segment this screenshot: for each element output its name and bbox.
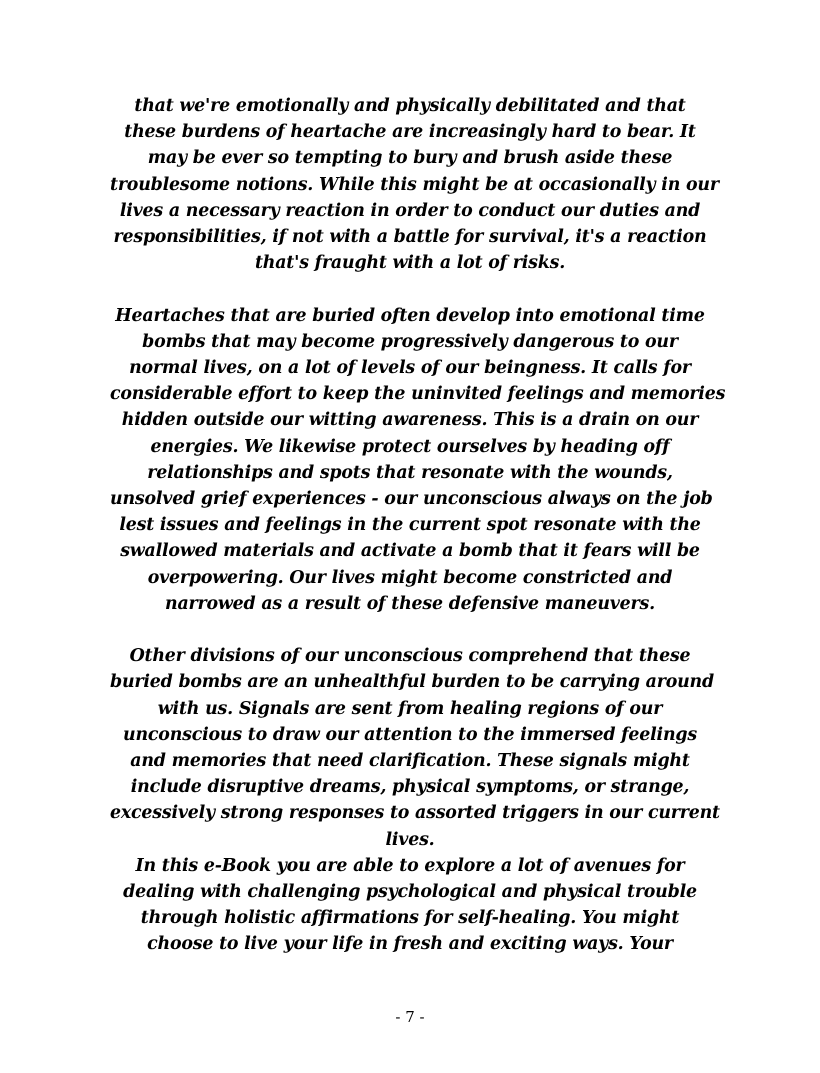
text-line: lives.	[385, 829, 435, 850]
text-line: choose to live your life in fresh and exciting ways. Your	[147, 934, 673, 955]
text-line: buried bombs are an unhealthful burden to be carrying around	[110, 672, 714, 693]
body-text	[110, 93, 726, 958]
text-line: bombs that may become progressively dangerous to our	[142, 331, 678, 352]
text-line: that we're emotionally and physically debilitated and that	[134, 96, 686, 116]
text-line: overpowering. Our lives might become constricted and	[147, 567, 673, 588]
text-line: lest issues and feelings in the current spot resonate with the	[119, 515, 701, 536]
text-line: excessively strong responses to assorted triggers in our current	[110, 803, 720, 824]
paragraph-4	[110, 853, 710, 958]
page-number: - 7 -	[395, 1008, 425, 1026]
text-line: through holistic affirmations for self-healing. You might	[140, 908, 680, 929]
text-line: relationships and spots that resonate with the wounds,	[147, 462, 673, 483]
text-line: include disruptive dreams, physical symptoms, or strange,	[130, 777, 690, 798]
text-line: lives a necessary reaction in order to conduct our duties and	[119, 200, 701, 221]
text-line: with us. Signals are sent from healing regions of our	[157, 698, 663, 719]
text-line: unconscious to draw our attention to the immersed feelings	[123, 724, 697, 745]
text-line: swallowed materials and activate a bomb that it fears will be	[120, 541, 700, 562]
text-line: that's fraught with a lot of risks.	[254, 253, 566, 274]
paragraph-2	[110, 303, 726, 617]
text-line: these burdens of heartache are increasingly hard to bear. It	[124, 122, 696, 143]
text-line: and memories that need clarification. These signals might	[130, 751, 690, 772]
text-line: responsibilities, if not with a battle for survival, it's a reaction	[113, 227, 707, 248]
text-line: dealing with challenging psychological and physical trouble	[123, 882, 697, 903]
text-line: In this e-Book you are able to explore a lot of avenues for	[135, 855, 685, 876]
text-line: unsolved grief experiences - our unconscious always on the job	[110, 489, 713, 510]
text-line: troublesome notions. While this might be at occasionally in our	[110, 174, 719, 195]
paragraph-3	[110, 643, 720, 853]
text-line: considerable effort to keep the uninvited feelings and memories	[110, 384, 726, 405]
text-line: energies. We likewise protect ourselves by heading off	[150, 436, 670, 457]
text-line: normal lives, on a lot of levels of our beingness. It calls for	[129, 358, 691, 379]
text-line: narrowed as a result of these defensive maneuvers.	[165, 593, 655, 614]
text-line: Other divisions of our unconscious comprehend that these	[129, 646, 691, 667]
text-line: hidden outside our witting awareness. This is a drain on our	[121, 410, 699, 431]
paragraph-1	[110, 93, 719, 276]
text-line: may be ever so tempting to bury and brush aside these	[147, 148, 673, 169]
text-line: Heartaches that are buried often develop into emotional time	[115, 305, 705, 326]
